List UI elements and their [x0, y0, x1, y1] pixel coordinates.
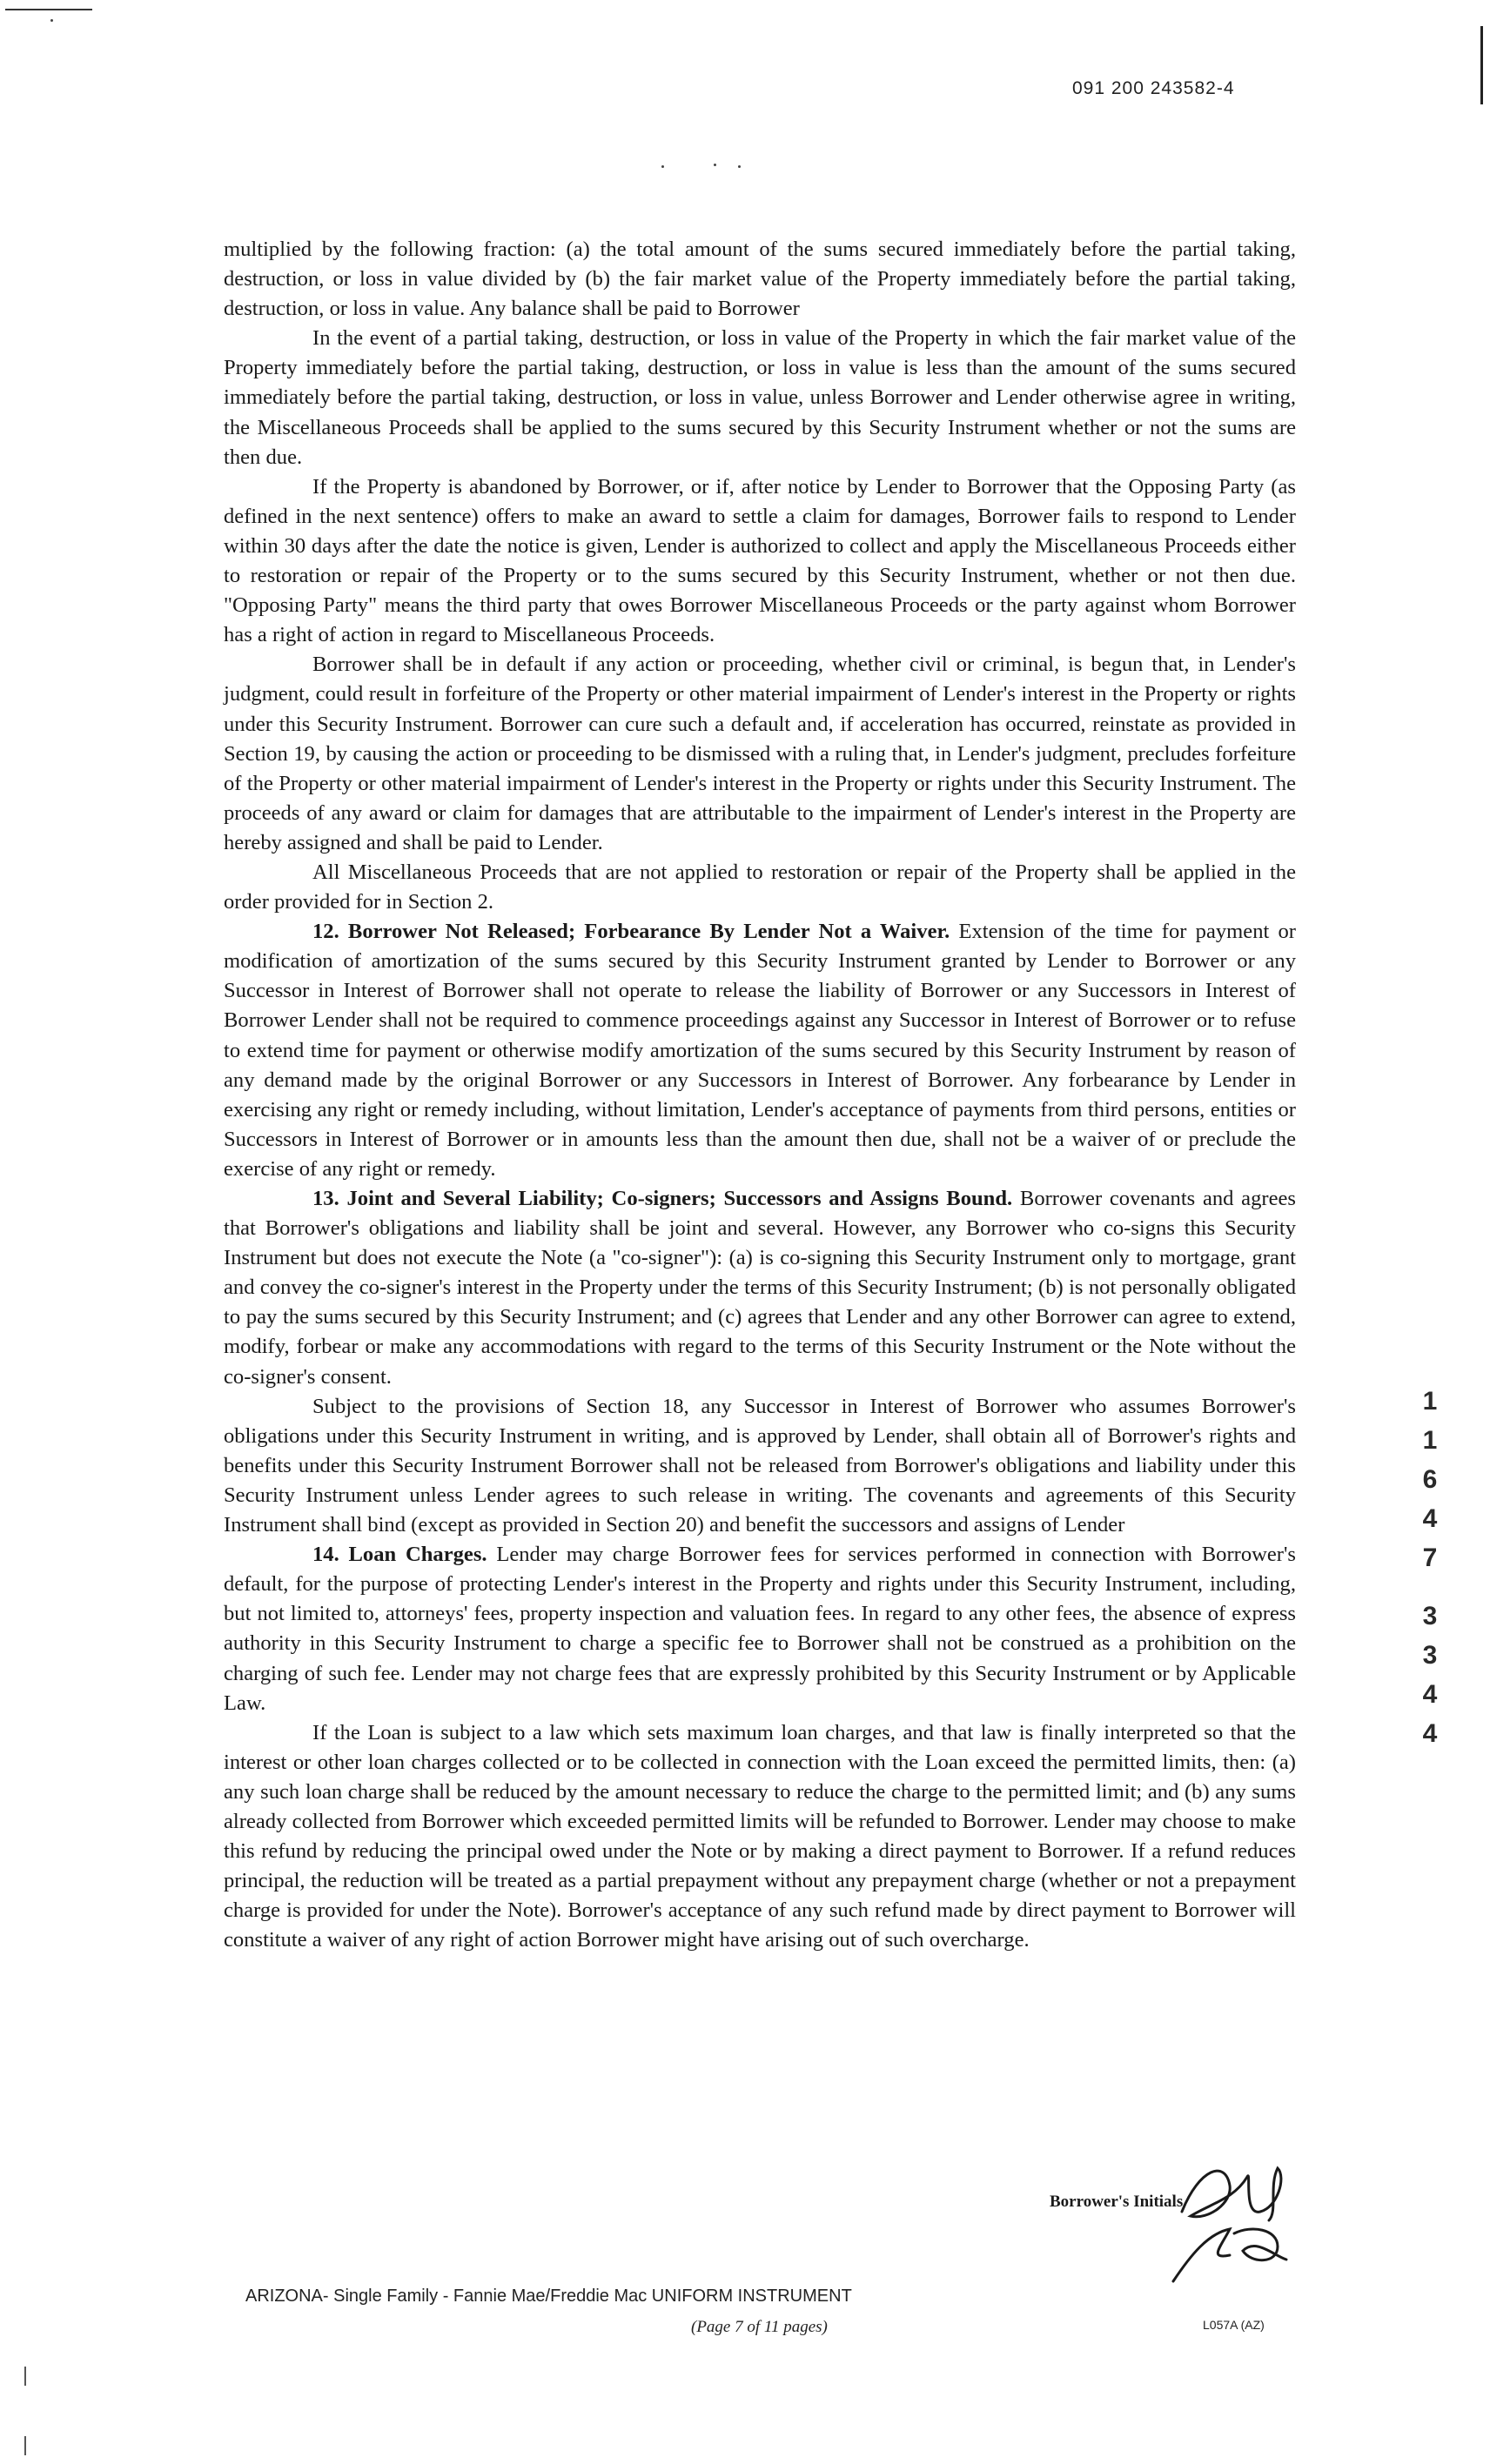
paragraph-text: Borrower shall be in default if any action or proceeding, whether civil or criminal, is begun that, in Lender's judgment, could result in forfeiture of the Property or other material impairment of Lender's interest in the Property or rights under this Security Instrument. Borrower can cure such a default and, if acceleration has occurred, reinstate as provided in Section 19, by causing the action or proceeding to be dismissed with a ruling that, in Lender's judgment, precludes forfeiture of the Property or other material impairment of Lender's interest in the Property or rights under this Security Instrument. The proceeds of any award or claim for damages that are attributable to the impairment of Lender's interest in the Property are hereby assigned and shall be paid to Lender. — [224, 653, 1296, 854]
scan-dot-artifact — [738, 165, 741, 168]
recording-digit: 4 — [1422, 1504, 1438, 1533]
paragraph-text: multiplied by the following fraction: (a) the total amount of the sums secured immediately before the partial taking, destruction, or loss in value divided by (b) the fair market value of the Property immediately before the partial taking, destruction, or loss in value. Any balance shall be paid to Borrower — [224, 238, 1296, 321]
initials-label: Borrower's Initials — [1050, 2193, 1184, 2211]
recording-digit: 7 — [1422, 1543, 1438, 1572]
paragraph-text: If the Property is abandoned by Borrower, or if, after notice by Lender to Borrower that the Opposing Party (as defined in the next sentence) offers to make an award to settle a claim for damages, Borrower fails to respond to Lender within 30 days after the date the notice is given, Lender is authorized to collect and apply the Miscellaneous Proceeds either to restoration or repair of the Property or to the sums secured by this Security Instrument, whether or not then due. "Opposing Party" means the third party that owes Borrower Miscellaneous Proceeds or the party against whom Borrower has a right of action in regard to Miscellaneous Proceeds. — [224, 474, 1296, 647]
paragraph-text: All Miscellaneous Proceeds that are not applied to restoration or repair of the Property shall be applied in the order provided for in Section 2. — [224, 860, 1296, 914]
form-code: L057A (AZ) — [1203, 2318, 1265, 2332]
section-paragraph — [224, 1540, 1296, 1718]
recording-digit: 4 — [1422, 1680, 1438, 1709]
loan-number: 091 200 243582-4 — [1072, 78, 1235, 98]
recording-number — [1417, 1382, 1443, 1753]
section-heading: 13. Joint and Several Liability; Co-signers; Successors and Assigns Bound. — [312, 1187, 1013, 1210]
recording-digit: 3 — [1422, 1602, 1438, 1630]
initials-signature — [1147, 2151, 1312, 2299]
body-paragraph — [224, 1392, 1296, 1540]
document-body — [224, 235, 1296, 1955]
scan-tick-artifact — [24, 2367, 26, 2386]
paragraph-text: Borrower covenants and agrees that Borrower's obligations and liability shall be joint and several. However, any Borrower who co-signs this Security Instrument but does not execute the Note (a "co-signer"): (a) is co-signing this Security Instrument only to mortgage, grant and convey the co-signer's interest in the Property under the terms of this Security Instrument; (b) is not personally obligated to pay the sums secured by this Security Instrument; and (c) agrees that Lender and any other Borrower can agree to extend, modify, forbear or make any accommodations with regard to the terms of this Security Instrument or the Note without the co-signer's consent. — [224, 1187, 1296, 1389]
paragraph-text: If the Loan is subject to a law which sets maximum loan charges, and that law is finally interpreted so that the interest or other loan charges collected or to be collected in connection with the Loan exceed the permitted limits, then: (a) any such loan charge shall be reduced by the amount necessary to reduce the charge to the permitted limit; and (b) any sums already collected from Borrower which exceeded permitted limits will be refunded to Borrower. Lender may choose to make this refund by reducing the principal owed under the Note or by making a direct payment to Borrower. If a refund reduces principal, the reduction will be treated as a partial prepayment without any prepayment charge (whether or not a prepayment charge is provided for under the Note). Borrower's acceptance of any such refund made by direct payment to Borrower will constitute a waiver of any right of action Borrower might have arising out of such overcharge. — [224, 1720, 1296, 1952]
body-paragraph — [224, 1718, 1296, 1956]
recording-digit: 3 — [1422, 1641, 1438, 1670]
section-heading: 14. Loan Charges. — [312, 1543, 487, 1567]
scan-tick-artifact — [24, 2436, 26, 2455]
paragraph-text: Extension of the time for payment or modification of amortization of the sums secured by this Security Instrument granted by Lender to Borrower or any Successor in Interest of Borrower shall not operate to release the liability of Borrower or any Successors in Interest of Borrower Lender shall not be required to commence proceedings against any Successor in Interest of Borrower or to refuse to extend time for payment or otherwise modify amortization of the sums secured by this Security Instrument by reason of any demand made by the original Borrower or any Successors in Interest of Borrower. Any forbearance by Lender in exercising any right or remedy including, without limitation, Lender's acceptance of payments from third persons, entities or Successors in Interest of Borrower or in amounts less than the amount then due, shall not be a waiver of or preclude the exercise of any right or remedy. — [224, 920, 1296, 1181]
body-paragraph — [224, 472, 1296, 651]
page-indicator: (Page 7 of 11 pages) — [691, 2318, 828, 2336]
recording-digit: 1 — [1422, 1387, 1438, 1416]
paragraph-text: Subject to the provisions of Section 18, any Successor in Interest of Borrower who assumes Borrower's obligations under this Security Instrument in writing, and is approved by Lender, shall obtain all of Borrower's rights and benefits under this Security Instrument Borrower shall not be released from Borrower's obligations and liability under this Security Instrument unless Lender agrees to such release in writing. The covenants and agreements of this Security Instrument shall bind (except as provided in Section 20) and benefit the successors and assigns of Lender — [224, 1394, 1296, 1537]
scan-dot-artifact — [50, 19, 53, 22]
scan-dot-artifact — [714, 164, 716, 166]
body-paragraph — [224, 650, 1296, 858]
scan-dot-artifact — [661, 165, 664, 168]
body-paragraph — [224, 858, 1296, 917]
recording-digit: 6 — [1422, 1465, 1438, 1494]
recording-digit: 4 — [1422, 1719, 1438, 1748]
section-paragraph — [224, 917, 1296, 1184]
section-paragraph — [224, 1184, 1296, 1392]
body-paragraph — [224, 324, 1296, 472]
recording-digit: 1 — [1422, 1426, 1438, 1455]
section-heading: 12. Borrower Not Released; Forbearance By Lender Not a Waiver. — [312, 920, 950, 944]
form-title: ARIZONA- Single Family - Fannie Mae/Freddie Mac UNIFORM INSTRUMENT — [245, 2287, 852, 2306]
scan-edge-artifact — [1480, 26, 1483, 104]
paragraph-text: Lender may charge Borrower fees for services performed in connection with Borrower's default, for the purpose of protecting Lender's interest in the Property and rights under this Security Instrument, including, but not limited to, attorneys' fees, property inspection and valuation fees. In regard to any other fees, the absence of express authority in this Security Instrument to charge a specific fee to Borrower shall not be construed as a prohibition on the charging of such fee. Lender may not charge fees that are expressly prohibited by this Security Instrument or by Applicable Law. — [224, 1543, 1296, 1715]
scan-line-artifact — [5, 9, 92, 10]
body-paragraph — [224, 235, 1296, 324]
paragraph-text: In the event of a partial taking, destruction, or loss in value of the Property in which the fair market value of the Property immediately before the partial taking, destruction, or loss in value is less than the amount of the sums secured immediately before the partial taking, destruction, or loss in value, unless Borrower and Lender otherwise agree in writing, the Miscellaneous Proceeds shall be applied to the sums secured by this Security Instrument whether or not the sums are then due. — [224, 326, 1296, 469]
